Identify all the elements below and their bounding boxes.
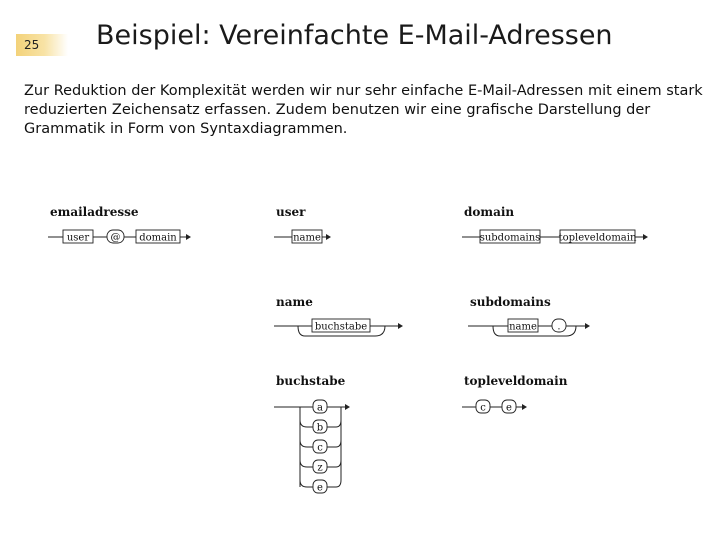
diagram-buchstabe (274, 374, 350, 494)
branch-curve (300, 460, 313, 467)
slide-number: 25 (16, 34, 68, 56)
branch-curve (300, 440, 313, 447)
slide-title: Beispiel: Vereinfachte E-Mail-Adressen (96, 20, 613, 51)
box-label-dot: . (557, 321, 561, 333)
diagram-subdomains (468, 295, 590, 336)
diagram-title-subdomains: subdomains (470, 295, 551, 309)
box-label-e: e (317, 482, 323, 494)
box-label-e: e (506, 402, 512, 414)
box-label-name: name (293, 232, 321, 244)
box-label-buchstabe: buchstabe (314, 321, 368, 333)
syntax-diagrams (0, 190, 720, 530)
intro-text (24, 82, 703, 139)
box-label-at: @ (110, 232, 121, 244)
branch-curve (300, 480, 313, 487)
diagram-emailadresse (48, 205, 191, 244)
intro-line-2: reduzierten Zeichensatz erfassen. Zudem benutzen wir eine grafische Darstellung der (24, 102, 651, 118)
merge-curve (327, 407, 341, 427)
box-label-c: c (480, 402, 486, 414)
merge-curve (327, 440, 341, 447)
diagram-domain (462, 205, 648, 244)
box-label-user: user (66, 232, 90, 244)
diagram-name (274, 295, 403, 336)
diagram-title-user: user (276, 205, 306, 219)
diagram-title-topleveldomain: topleveldomain (464, 374, 568, 388)
box-label-c: c (317, 442, 323, 454)
merge-curve (327, 480, 341, 487)
box-label-topleveldomain: topleveldomain (558, 232, 637, 244)
end-arrow (345, 404, 350, 410)
branch-curve (300, 420, 313, 427)
intro-line-3: Grammatik in Form von Syntaxdiagrammen. (24, 121, 348, 137)
diagram-title-domain: domain (464, 205, 515, 219)
end-arrow (585, 323, 590, 329)
diagram-title-buchstabe: buchstabe (276, 374, 346, 388)
diagram-user (274, 205, 331, 244)
end-arrow (186, 234, 191, 240)
box-label-name: name (509, 321, 537, 333)
end-arrow (398, 323, 403, 329)
end-arrow (522, 404, 527, 410)
diagram-title-emailadresse: emailadresse (50, 205, 139, 219)
box-label-subdomains: subdomains (479, 232, 541, 244)
box-label-b: b (316, 422, 324, 434)
intro-line-1: Zur Reduktion der Komplexität werden wir nur sehr einfache E-Mail-Adressen mit einem stark (24, 83, 703, 99)
end-arrow (643, 234, 648, 240)
box-label-z: z (317, 462, 323, 474)
merge-curve (327, 460, 341, 467)
box-label-a: a (317, 402, 323, 414)
diagram-topleveldomain (462, 374, 568, 414)
end-arrow (326, 234, 331, 240)
box-label-domain: domain (139, 232, 177, 244)
diagram-title-name: name (276, 295, 313, 309)
